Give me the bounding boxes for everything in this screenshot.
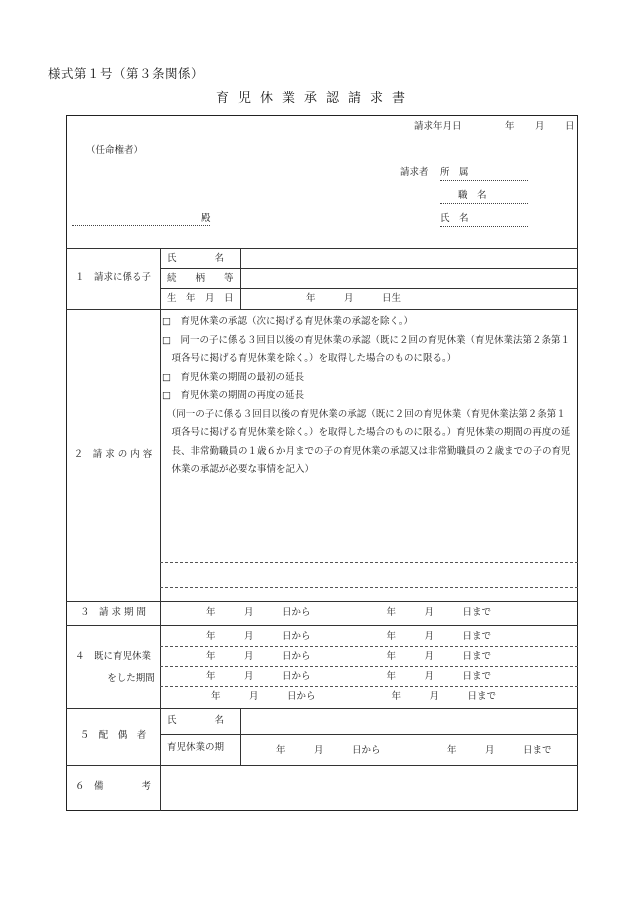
divider-line [160,288,578,289]
position-field[interactable] [440,203,528,204]
request-date-month: 月 [535,121,545,132]
form-number: 様式第１号（第３条関係） [48,66,205,81]
appointer-name-field[interactable] [72,225,210,226]
affiliation-field[interactable] [440,180,528,181]
divider-line [66,309,578,310]
spouse-leave-label: 育児休業の期 [167,742,225,753]
previous-leave-period[interactable]: 年 月 日から 年 月 日まで [206,631,492,642]
section-5-label: ５ 配 偶 者 [79,730,147,741]
requester-name-field[interactable] [440,226,528,227]
child-name-field[interactable] [241,249,577,267]
section-4-label-line2: をした期間 [107,673,155,684]
option-second-extension[interactable]: □ 育児休業の期間の再度の延長 [162,390,304,401]
spouse-name-label: 氏 名 [167,715,225,726]
section-3-label: ３ 請 求 期 間 [79,607,147,618]
requester-label: 請求者 [400,167,429,178]
requester-name-label: 氏 名 [440,213,469,224]
previous-leave-period[interactable]: 年 月 日から 年 月 日まで [211,691,497,702]
option-approval[interactable]: □ 育児休業の承認（次に掲げる育児休業の承認を除く。） [162,316,414,327]
option-first-extension[interactable]: □ 育児休業の期間の最初の延長 [162,371,304,383]
request-date-year: 年 [505,121,515,132]
request-period[interactable]: 年 月 日から 年 月 日まで [206,607,492,618]
appointer-label: （任命権者） [86,145,144,156]
position-label: 職 名 [458,190,487,201]
reason-writing-line[interactable] [160,587,578,588]
period-separator [160,666,578,667]
child-birthdate-value: 年 月 日生 [306,293,402,304]
period-separator [160,686,578,687]
reason-writing-line[interactable] [160,562,578,563]
column-divider [160,248,161,811]
affiliation-label: 所 属 [440,167,469,178]
section-6-label: ６ 備 考 [74,781,151,792]
remarks-field[interactable] [161,766,577,810]
section-1-label: １ 請求に係る子 [74,272,151,283]
period-separator [160,646,578,647]
previous-leave-period[interactable]: 年 月 日から 年 月 日まで [206,651,492,662]
spouse-name-field[interactable] [241,709,577,733]
section-2-label: ２ 請 求 の 内 容 [73,449,153,460]
divider-line [160,734,578,735]
honorific: 殿 [201,213,211,224]
request-content-list [162,313,574,480]
child-name-label: 氏 名 [167,253,225,264]
section-4-label-line1: ４ 既に育児休業 [74,651,151,662]
child-relation-label: 続 柄 等 [167,273,234,284]
request-date-day: 日 [565,121,575,132]
divider-line [66,625,578,626]
document-title: 育児休業承認請求書 [215,91,414,106]
divider-line [66,601,578,602]
request-reason-note: （同一の子に係る３回目以後の育児休業の承認（既に２回の育児休業（育児休業法第２条第１項各号に掲げる育児休業を除く。）を取得した場合のものに限る。）育児休業の期間の再度の延長、非常勤職員の１歳６か月までの子の育児休業の承認又は非常勤職員の２歳までの子の育児休業の承認が必要な事情を記入） [166,408,571,475]
option-third-approval[interactable]: □ 同一の子に係る３回目以後の育児休業の承認（既に２回の育児休業（育児休業法第２条第１項各号に掲げる育児休業を除く。）を取得した場合のものに限る。） [162,334,570,364]
request-date-label: 請求年月日 [414,121,462,132]
previous-leave-period[interactable]: 年 月 日から 年 月 日まで [206,671,492,682]
child-relation-field[interactable] [241,269,577,287]
spouse-leave-period[interactable]: 年 月 日から 年 月 日まで [276,745,552,756]
child-birthdate-label: 生 年 月 日 [167,293,234,304]
